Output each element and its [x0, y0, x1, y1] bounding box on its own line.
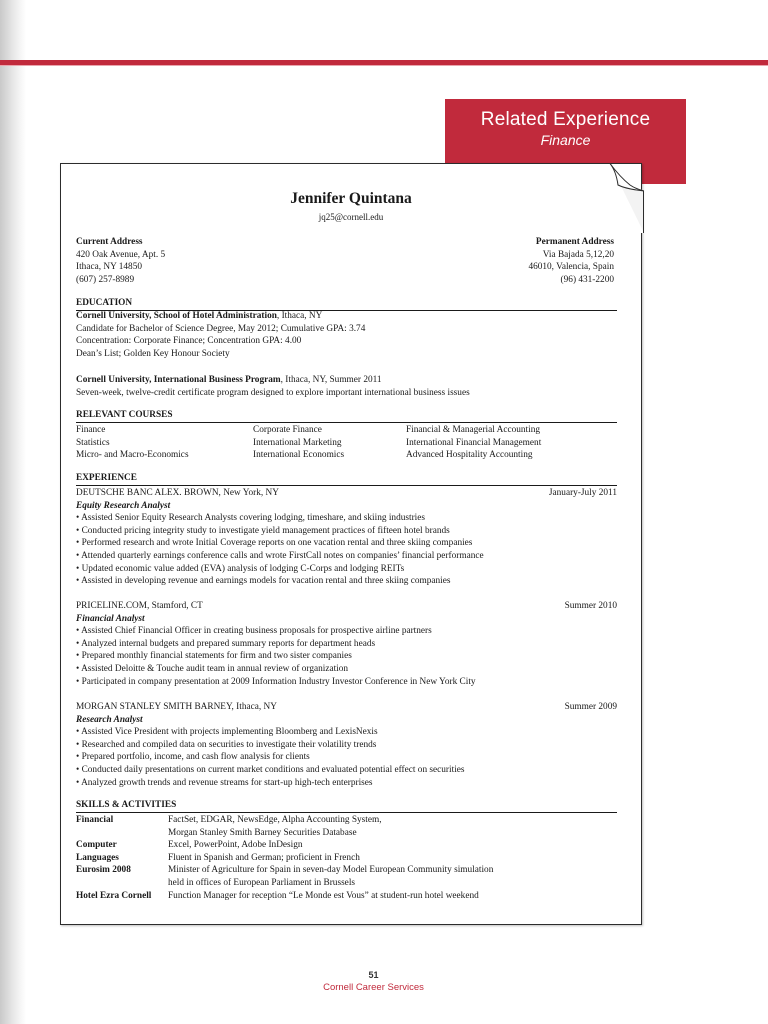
- skill-value: held in offices of European Parliament in Brussels: [168, 877, 356, 888]
- skill-row: [76, 827, 617, 840]
- skill-key: Languages: [76, 852, 119, 863]
- address-line: 46010, Valencia, Spain: [528, 262, 614, 273]
- skill-value: Morgan Stanley Smith Barney Securities Database: [168, 827, 357, 838]
- address-line: Ithaca, NY 14850: [76, 262, 143, 273]
- courses-table: [76, 424, 617, 462]
- experience-heading: EXPERIENCE: [76, 473, 617, 486]
- job-bullet: • Prepared portfolio, income, and cash flow analysis for clients: [76, 752, 310, 763]
- course-item: International Financial Management: [406, 437, 542, 448]
- skill-key: Hotel Ezra Cornell: [76, 890, 152, 901]
- resume-email: jq25@cornell.edu: [318, 212, 384, 222]
- permanent-address: [528, 236, 614, 286]
- course-row: [76, 449, 617, 462]
- job-entry: [76, 487, 617, 588]
- school-location: , Ithaca, NY: [276, 311, 323, 321]
- job-employer: MORGAN STANLEY SMITH BARNEY, Ithaca, NY: [76, 702, 277, 712]
- skill-row: [76, 814, 617, 827]
- skill-value: Fluent in Spanish and German; proficient in French: [168, 852, 360, 863]
- job-title: Equity Research Analyst: [76, 500, 171, 511]
- skill-key: Eurosim 2008: [76, 865, 131, 876]
- job-dates: January-July 2011: [548, 488, 617, 498]
- job-dates: Summer 2009: [564, 702, 617, 712]
- course-row: [76, 437, 617, 450]
- course-item: Advanced Hospitality Accounting: [406, 450, 533, 461]
- page-curl: [564, 163, 644, 233]
- job-entry: [76, 600, 617, 688]
- job-title: Research Analyst: [76, 714, 143, 725]
- job-bullet: • Attended quarterly earnings conference calls and wrote FirstCall notes on companies’ financial performance: [76, 550, 484, 561]
- address-line: (96) 431-2200: [560, 274, 614, 285]
- course-item: International Economics: [253, 450, 345, 461]
- address-line: Via Bajada 5,12,20: [542, 249, 614, 260]
- job-bullet: • Assisted Deloitte & Touche audit team in annual review of organization: [76, 663, 349, 674]
- job-bullet: • Conducted daily presentations on current market conditions and evaluated potential effect on securities: [76, 764, 465, 775]
- school-location: , Ithaca, NY, Summer 2011: [280, 375, 382, 385]
- current-address: [76, 236, 165, 286]
- top-accent-rule: [0, 60, 768, 65]
- school-line: [76, 374, 617, 387]
- education-detail: Candidate for Bachelor of Science Degree, May 2012; Cumulative GPA: 3.74: [76, 323, 366, 334]
- job-bullet: • Assisted in developing revenue and earnings models for vacation rental and three skiing companies: [76, 576, 451, 587]
- address-line: (607) 257-8989: [76, 274, 135, 285]
- ribbon-title: Related Experience: [480, 109, 651, 130]
- education-block: [76, 310, 617, 360]
- job-bullet: • Analyzed growth trends and revenue streams for start-up high-tech enterprises: [76, 777, 373, 788]
- job-bullet: • Researched and compiled data on securities to investigate their volatility trends: [76, 739, 377, 750]
- job-title: Financial Analyst: [76, 613, 145, 624]
- skill-row: [76, 864, 617, 877]
- education-block-2: [76, 374, 617, 399]
- job-header: [76, 701, 617, 714]
- education-detail: Seven-week, twelve-credit certificate program designed to explore important international business issues: [76, 387, 470, 398]
- skill-row: [76, 839, 617, 852]
- course-item: Statistics: [76, 437, 110, 448]
- school-line: [76, 310, 617, 323]
- resume-sheet: [60, 163, 642, 925]
- binding-shadow: [0, 0, 26, 1024]
- education-heading: EDUCATION: [76, 298, 617, 311]
- courses-heading: RELEVANT COURSES: [76, 410, 617, 423]
- page-number: 51: [368, 970, 379, 980]
- job-employer: DEUTSCHE BANC ALEX. BROWN, New York, NY: [76, 488, 279, 498]
- skill-row: [76, 852, 617, 865]
- job-header: [76, 600, 617, 613]
- job-dates: Summer 2010: [564, 601, 617, 611]
- skill-value: Minister of Agriculture for Spain in seven-day Model European Community simulation: [168, 865, 494, 876]
- skill-value: Excel, PowerPoint, Adobe InDesign: [168, 840, 303, 851]
- education-detail: Dean’s List; Golden Key Honour Society: [76, 348, 230, 359]
- job-bullet: • Participated in company presentation at 2009 Information Industry Investor Conference in New York City: [76, 676, 476, 687]
- school-name: Cornell University, School of Hotel Administration: [76, 311, 277, 321]
- job-bullet: • Analyzed internal budgets and prepared summary reports for department heads: [76, 638, 376, 649]
- job-bullet: • Updated economic value added (EVA) analysis of lodging C-Corps and lodging REITs: [76, 563, 405, 574]
- job-bullet: • Assisted Vice President with projects implementing Bloomberg and LexisNexis: [76, 727, 378, 738]
- skill-row: [76, 877, 617, 890]
- education-detail: Concentration: Corporate Finance; Concentration GPA: 4.00: [76, 336, 302, 347]
- skills-heading: SKILLS & ACTIVITIES: [76, 800, 617, 813]
- course-item: Corporate Finance: [253, 425, 322, 435]
- permanent-address-label: Permanent Address: [535, 237, 614, 247]
- skill-value: Function Manager for reception “Le Monde est Vous” at student-run hotel weekend: [168, 890, 479, 901]
- skill-row: [76, 890, 617, 903]
- skill-key: Computer: [76, 840, 117, 851]
- ribbon-subtitle: Finance: [540, 132, 591, 148]
- course-row: [76, 424, 617, 437]
- job-employer: PRICELINE.COM, Stamford, CT: [76, 601, 203, 611]
- skill-key: Financial: [76, 815, 114, 825]
- job-bullet: • Conducted pricing integrity study to investigate yield management practices of fifteen hotel brands: [76, 525, 450, 536]
- resume-name: Jennifer Quintana: [290, 190, 412, 207]
- job-bullet: • Prepared monthly financial statements for firm and two sister companies: [76, 651, 352, 662]
- publisher-name: Cornell Career Services: [323, 982, 424, 993]
- school-name: Cornell University, International Business Program: [76, 375, 281, 385]
- job-bullet: • Assisted Senior Equity Research Analysts covering lodging, timeshare, and skiing industries: [76, 513, 426, 524]
- skills-table: [76, 814, 617, 902]
- course-item: Financial & Managerial Accounting: [406, 425, 540, 435]
- current-address-label: Current Address: [76, 237, 143, 247]
- course-item: International Marketing: [253, 437, 342, 448]
- job-bullet: • Assisted Chief Financial Officer in creating business proposals for prospective airline partners: [76, 626, 432, 637]
- job-header: [76, 487, 617, 500]
- job-entry: [76, 701, 617, 789]
- address-line: 420 Oak Avenue, Apt. 5: [76, 249, 166, 260]
- course-item: Micro- and Macro-Economics: [76, 450, 189, 461]
- skill-value: FactSet, EDGAR, NewsEdge, Alpha Accounting System,: [168, 815, 382, 825]
- course-item: Finance: [76, 425, 106, 435]
- job-bullet: • Performed research and wrote Initial Coverage reports on one vacation rental and three skiing companies: [76, 538, 473, 549]
